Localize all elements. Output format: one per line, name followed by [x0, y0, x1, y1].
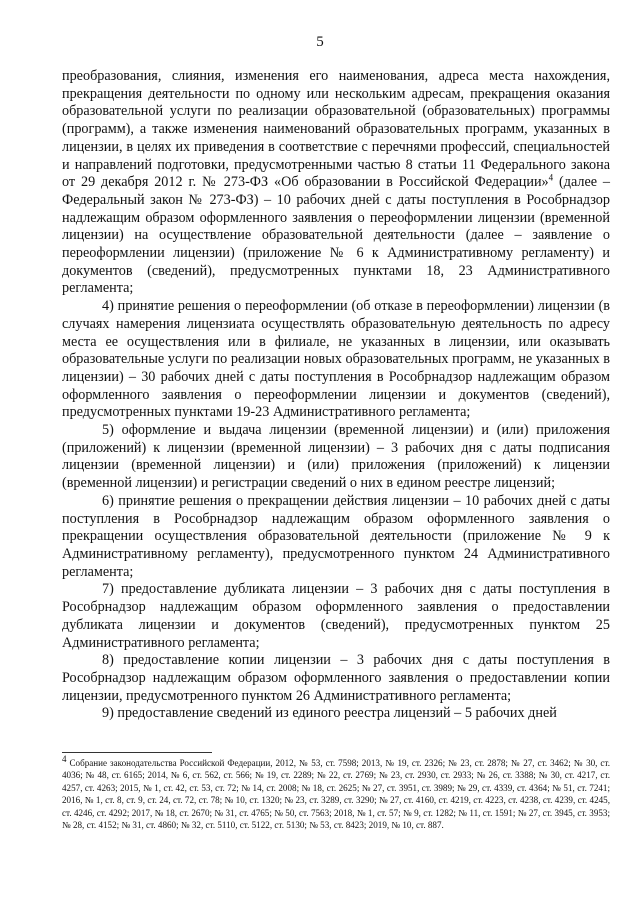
- paragraph-item-7: 7) предоставление дубликата лицензии – 3 рабочих дня с даты поступления в Рособрнадзор надлежащим образом оформленного заявления о предоставлении дубликата лицензии и документов (сведений), предусмотренных пунктом 25 Административного регламента;: [62, 581, 610, 651]
- footnote-text: Собрание законодательства Российской Федерации, 2012, № 53, ст. 7598; 2013, № 19, ст. 2326; № 23, ст. 2878; № 27, ст. 3462; № 30, ст. 4036; № 48, ст. 6165; 2014, № 6, ст. 562, ст. 566; № 19, ст. 2289; № 22, ст. 2769; № 23, ст. 2930, ст. 2933; № 26, ст. 3388; № 30, ст. 4217, ст. 4257, ст. 4263; 2015, № 1, ст. 42, ст. 53, ст. 72; № 14, ст. 2008; № 18, ст. 2625; № 27, ст. 3951, ст. 3989; № 29, ст. 4339, ст. 4364; № 51, ст. 7241; 2016, № 1, ст. 8, ст. 9, ст. 24, ст. 72, ст. 78; № 10, ст. 1320; № 23, ст. 3289, ст. 3290; № 27, ст. 4160, ст. 4219, ст. 4223, ст. 4238, ст. 4239, ст. 4245, ст. 4246, ст. 4292; 2017, № 18, ст. 2670; № 31, ст. 4765; № 50, ст. 7563; 2018, № 1, ст. 57; № 9, ст. 1282; № 11, ст. 1591; № 27, ст. 3945, ст. 3953; № 28, ст. 4152; № 31, ст. 4860; № 32, ст. 5110, ст. 5122, ст. 5130; № 53, ст. 8423; 2019, № 10, ст. 887.: [62, 758, 610, 831]
- paragraph-item-6: 6) принятие решения о прекращении действия лицензии – 10 рабочих дней с даты поступления в Рособрнадзор надлежащим образом оформленного заявления о прекращении осуществления образовательной деятельности (приложение № 9 к Административному регламенту), предусмотренного пунктом 24 Административного регламента;: [62, 492, 610, 580]
- footnote-marker: 4: [62, 753, 67, 764]
- footnote-reference: 4: [548, 172, 554, 183]
- paragraph-text-tail: (далее – Федеральный закон № 273-ФЗ) – 10 рабочих дней с даты поступления в Рособрнадзор надлежащим образом оформленного заявления о переоформлении лицензии (временной лицензии) на осуществление образовательной деятельности (далее – заявление о переоформлении лицензии) (приложение № 6 к Административному регламенту) и документов (сведений), предусмотренных пунктами 18, 23 Административного регламента;: [62, 174, 611, 297]
- footnote: [62, 753, 610, 831]
- paragraph-continuation: [62, 68, 610, 298]
- page-number: 5: [316, 34, 324, 50]
- paragraph-item-8: 8) предоставление копии лицензии – 3 рабочих дня с даты поступления в Рособрнадзор надлежащим образом оформленного заявления о предоставлении копии лицензии, предусмотренного пунктом 26 Административного регламента;: [62, 652, 610, 704]
- paragraph-item-5: 5) оформление и выдача лицензии (временной лицензии) и (или) приложения (приложений) к лицензии (временной лицензии) – 3 рабочих дня с даты подписания лицензии (временной лицензии) и (или) приложения (приложений) к лицензии (временной лицензии) и регистрации сведений о них в едином реестре лицензий;: [62, 422, 610, 492]
- footnote-divider: [62, 752, 212, 753]
- document-body: [62, 68, 610, 723]
- paragraph-item-4: 4) принятие решения о переоформлении (об отказе в переоформлении) лицензии (в случаях намерения лицензиата осуществлять образовательную деятельность по адресу места ее осуществления или в филиале, не указанных в лицензии, или оказывать образовательные услуги по реализации новых образовательных программ, не указанных в лицензии) – 30 рабочих дней с даты поступления в Рособрнадзор надлежащим образом оформленного заявления о переоформлении лицензии и документов (сведений), предусмотренных пунктами 19-23 Административного регламента;: [62, 298, 610, 421]
- paragraph-text: преобразования, слияния, изменения его наименования, адреса места нахождения, прекращения деятельности по одному или нескольким адресам, прекращения оказания образовательной услуги по реализации образовательной (образовательных) программы (программ), а также изменения наименований образовательных программ, указанных в лицензии, в целях их приведения в соответствие с перечнями профессий, специальностей и направлений подготовки, предусмотренными частью 8 статьи 11 Федерального закона от 29 декабря 2012 г. № 273-ФЗ «Об образовании в Российской Федерации»: [62, 68, 610, 191]
- paragraph-item-9: 9) предоставление сведений из единого реестра лицензий – 5 рабочих дней: [102, 705, 557, 722]
